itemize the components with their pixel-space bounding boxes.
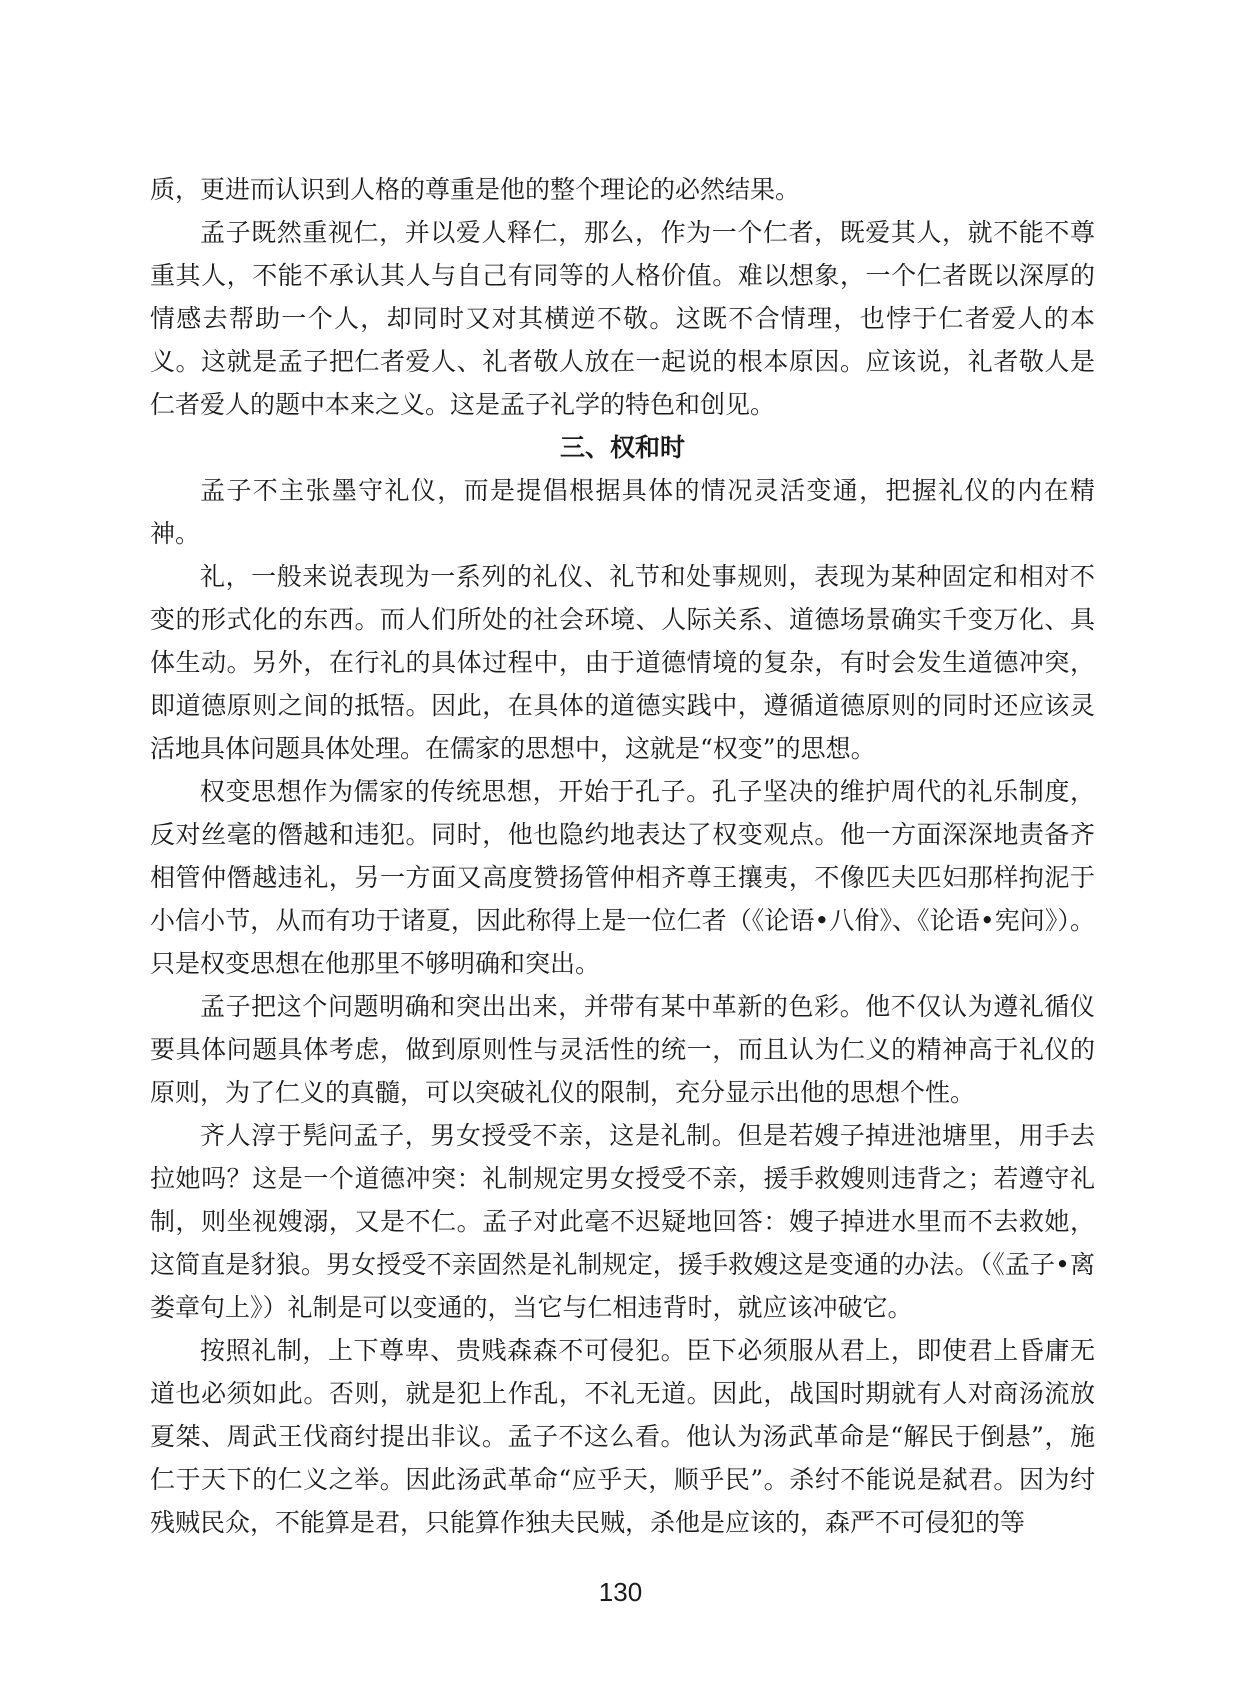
paragraph: 按照礼制，上下尊卑、贵贱森森不可侵犯。臣下必须服从君上，即使君上昏庸无道也必须如此。否则，就是犯上作乱，不礼无道。因此，战国时期就有人对商汤流放夏桀、周武王伐商纣提出非议。孟子不这么看。他认为汤武革命是“解民于倒悬”，施仁于天下的仁义之举。因此汤武革命“应乎天，顺乎民”。杀纣不能说是弑君。因为纣残贼民众，不能算是君，只能算作独夫民贼，杀他是应该的，森严不可侵犯的等: [150, 1336, 1095, 1537]
paragraph: 礼，一般来说表现为一系列的礼仪、礼节和处事规则，表现为某种固定和相对不变的形式化的东西。而人们所处的社会环境、人际关系、道德场景确实千变万化、具体生动。另外，在行礼的具体过程中，由于道德情境的复杂，有时会发生道德冲突，即道德原则之间的抵牾。因此，在具体的道德实践中，遵循道德原则的同时还应该灵活地具体问题具体处理。在儒家的思想中，这就是“权变”的思想。: [150, 562, 1095, 763]
paragraph: 孟子不主张墨守礼仪，而是提倡根据具体的情况灵活变通，把握礼仪的内在精神。: [150, 476, 1095, 548]
paragraph: 齐人淳于髡问孟子，男女授受不亲，这是礼制。但是若嫂子掉进池塘里，用手去拉她吗？这是一个道德冲突：礼制规定男女授受不亲，援手救嫂则违背之；若遵守礼制，则坐视嫂溺，又是不仁。孟子对此毫不迟疑地回答：嫂子掉进水里而不去救她，这简直是豺狼。男女授受不亲固然是礼制规定，援手救嫂这是变通的办法。（《孟子•离娄章句上》）礼制是可以变通的，当它与仁相违背时，就应该冲破它。: [150, 1121, 1095, 1322]
paragraph: 权变思想作为儒家的传统思想，开始于孔子。孔子坚决的维护周代的礼乐制度，反对丝毫的僭越和违犯。同时，他也隐约地表达了权变观点。他一方面深深地责备齐相管仲僭越违礼，另一方面又高度赞扬管仲相齐尊王攘夷，不像匹夫匹妇那样拘泥于小信小节，从而有功于诸夏，因此称得上是一位仁者（《论语•八佾》、《论语•宪问》）。只是权变思想在他那里不够明确和突出。: [150, 777, 1095, 978]
section-heading: 三、权和时: [559, 433, 685, 462]
paragraph-continued: 质，更进而认识到人格的尊重是他的整个理论的必然结果。: [150, 175, 801, 204]
page-number: 130: [598, 1577, 643, 1607]
paragraph: 孟子把这个问题明确和突出出来，并带有某中革新的色彩。他不仅认为遵礼循仪要具体问题具体考虑，做到原则性与灵活性的统一，而且认为仁义的精神高于礼仪的原则，为了仁义的真髓，可以突破礼仪的限制，充分显示出他的思想个性。: [150, 992, 1095, 1107]
paragraph: 孟子既然重视仁，并以爱人释仁，那么，作为一个仁者，既爱其人，就不能不尊重其人，不能不承认其人与自己有同等的人格价值。难以想象，一个仁者既以深厚的情感去帮助一个人，却同时又对其横逆不敬。这既不合情理，也悖于仁者爱人的本义。这就是孟子把仁者爱人、礼者敬人放在一起说的根本原因。应该说，礼者敬人是仁者爱人的题中本来之义。这是孟子礼学的特色和创见。: [150, 218, 1095, 419]
page-body: [150, 168, 1095, 1544]
